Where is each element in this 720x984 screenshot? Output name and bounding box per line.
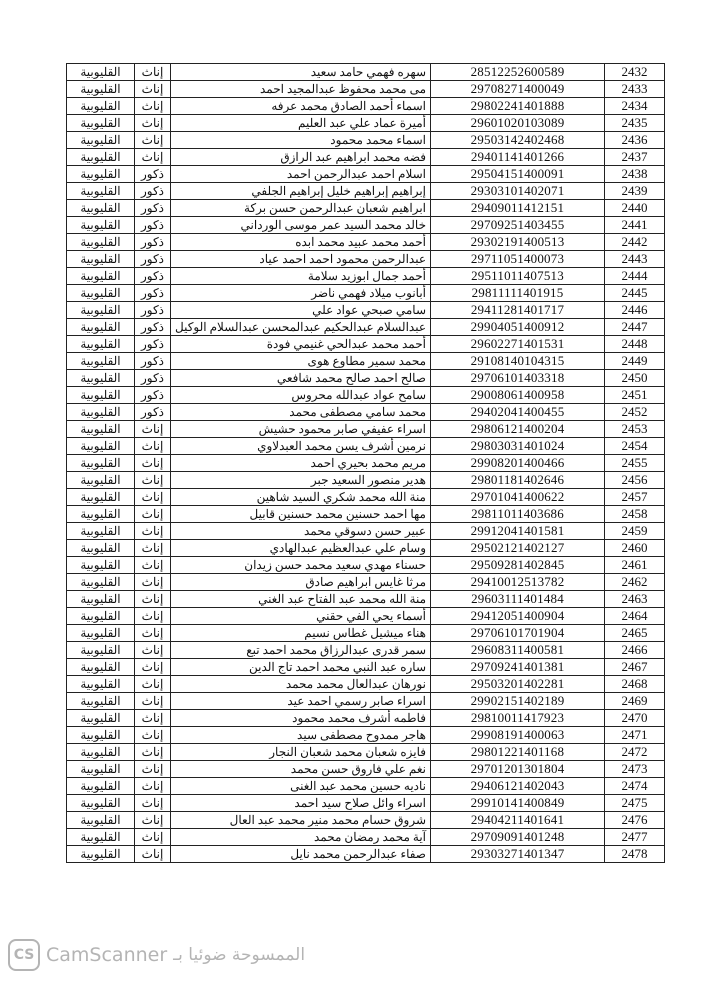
table-row [67, 761, 665, 778]
full-name-cell: عبير حسن دسوقي محمد [171, 523, 431, 540]
gender-cell: ذكور [135, 302, 171, 319]
full-name-cell: شروق حسام محمد منير محمد عبد العال [171, 812, 431, 829]
full-name-cell: وسام علي عبدالعظيم عبدالهادي [171, 540, 431, 557]
table-row [67, 795, 665, 812]
national-id-cell: 29603111401484 [431, 591, 605, 608]
national-id-cell: 29701201301804 [431, 761, 605, 778]
national-id-cell: 29303101402071 [431, 183, 605, 200]
governorate-cell: القليوبية [67, 506, 135, 523]
table-row [67, 285, 665, 302]
gender-cell: إناث [135, 132, 171, 149]
table-row [67, 523, 665, 540]
full-name-cell: صالح احمد صالح محمد شافعي [171, 370, 431, 387]
national-id-cell: 29709091401248 [431, 829, 605, 846]
full-name-cell: مرثا غايس ابراهيم صادق [171, 574, 431, 591]
serial-number-cell: 2475 [605, 795, 665, 812]
table-row [67, 166, 665, 183]
full-name-cell: فضه محمد ابراهيم عبد الرازق [171, 149, 431, 166]
gender-cell: إناث [135, 489, 171, 506]
full-name-cell: سامي صبحي عواد علي [171, 302, 431, 319]
gender-cell: إناث [135, 438, 171, 455]
serial-number-cell: 2462 [605, 574, 665, 591]
governorate-cell: القليوبية [67, 591, 135, 608]
table-row [67, 506, 665, 523]
governorate-cell: القليوبية [67, 455, 135, 472]
gender-cell: إناث [135, 846, 171, 863]
serial-number-cell: 2457 [605, 489, 665, 506]
national-id-cell: 29502121402127 [431, 540, 605, 557]
national-id-cell: 29404211401641 [431, 812, 605, 829]
table-row [67, 132, 665, 149]
governorate-cell: القليوبية [67, 183, 135, 200]
gender-cell: ذكور [135, 251, 171, 268]
governorate-cell: القليوبية [67, 608, 135, 625]
serial-number-cell: 2453 [605, 421, 665, 438]
gender-cell: ذكور [135, 183, 171, 200]
full-name-cell: ساره عبد النبي محمد احمد تاج الدين [171, 659, 431, 676]
table-row [67, 608, 665, 625]
full-name-cell: إبراهيم إبراهيم خليل إبراهيم الجلفي [171, 183, 431, 200]
governorate-cell: القليوبية [67, 795, 135, 812]
table-row [67, 387, 665, 404]
serial-number-cell: 2472 [605, 744, 665, 761]
national-id-cell: 29904051400912 [431, 319, 605, 336]
national-id-cell: 29806121400204 [431, 421, 605, 438]
serial-number-cell: 2438 [605, 166, 665, 183]
serial-number-cell: 2464 [605, 608, 665, 625]
table-row [67, 778, 665, 795]
governorate-cell: القليوبية [67, 846, 135, 863]
serial-number-cell: 2455 [605, 455, 665, 472]
governorate-cell: القليوبية [67, 115, 135, 132]
national-id-cell: 29802241401888 [431, 98, 605, 115]
serial-number-cell: 2434 [605, 98, 665, 115]
gender-cell: إناث [135, 727, 171, 744]
serial-number-cell: 2466 [605, 642, 665, 659]
national-id-cell: 29503142402468 [431, 132, 605, 149]
governorate-cell: القليوبية [67, 98, 135, 115]
serial-number-cell: 2469 [605, 693, 665, 710]
serial-number-cell: 2468 [605, 676, 665, 693]
full-name-cell: فايزه شعبان محمد شعبان النجار [171, 744, 431, 761]
governorate-cell: القليوبية [67, 829, 135, 846]
serial-number-cell: 2444 [605, 268, 665, 285]
serial-number-cell: 2463 [605, 591, 665, 608]
camscanner-watermark [8, 938, 368, 972]
serial-number-cell: 2470 [605, 710, 665, 727]
full-name-cell: نورهان عبدالعال محمد محمد [171, 676, 431, 693]
full-name-cell: فاطمه أشرف محمد محمود [171, 710, 431, 727]
full-name-cell: أحمد محمد عبيد محمد ابده [171, 234, 431, 251]
full-name-cell: محمد سمير مطاوع هوى [171, 353, 431, 370]
table-row [67, 64, 665, 81]
full-name-cell: سامح عواد عبدالله محروس [171, 387, 431, 404]
table-row [67, 676, 665, 693]
governorate-cell: القليوبية [67, 472, 135, 489]
national-id-cell: 29108140104315 [431, 353, 605, 370]
national-id-cell: 29801181402646 [431, 472, 605, 489]
full-name-cell: عبدالسلام عبدالحكيم عبدالمحسن عبدالسلام الوكيل [171, 319, 431, 336]
gender-cell: إناث [135, 421, 171, 438]
national-id-cell: 29410012513782 [431, 574, 605, 591]
serial-number-cell: 2446 [605, 302, 665, 319]
national-id-cell: 29706101403318 [431, 370, 605, 387]
national-id-cell: 29709251403455 [431, 217, 605, 234]
full-name-cell: اسماء محمد محمود [171, 132, 431, 149]
full-name-cell: ابراهيم شعبان عبدالرحمن حسن بركة [171, 200, 431, 217]
gender-cell: ذكور [135, 234, 171, 251]
watermark-text: الممسوحة ضوئيا بـ [173, 945, 306, 965]
gender-cell: ذكور [135, 166, 171, 183]
table-row [67, 319, 665, 336]
gender-cell: ذكور [135, 200, 171, 217]
gender-cell: إناث [135, 506, 171, 523]
national-id-cell: 29801221401168 [431, 744, 605, 761]
serial-number-cell: 2442 [605, 234, 665, 251]
table-row [67, 642, 665, 659]
governorate-cell: القليوبية [67, 710, 135, 727]
serial-number-cell: 2476 [605, 812, 665, 829]
serial-number-cell: 2450 [605, 370, 665, 387]
gender-cell: ذكور [135, 268, 171, 285]
serial-number-cell: 2436 [605, 132, 665, 149]
governorate-cell: القليوبية [67, 234, 135, 251]
gender-cell: إناث [135, 693, 171, 710]
gender-cell: إناث [135, 557, 171, 574]
governorate-cell: القليوبية [67, 132, 135, 149]
gender-cell: ذكور [135, 353, 171, 370]
serial-number-cell: 2458 [605, 506, 665, 523]
full-name-cell: مى محمد محفوظ عبدالمجيد احمد [171, 81, 431, 98]
full-name-cell: مها احمد حسنين محمد حسنين قابيل [171, 506, 431, 523]
table-row [67, 370, 665, 387]
governorate-cell: القليوبية [67, 387, 135, 404]
governorate-cell: القليوبية [67, 676, 135, 693]
serial-number-cell: 2473 [605, 761, 665, 778]
full-name-cell: عبدالرحمن محمود احمد احمد عياد [171, 251, 431, 268]
gender-cell: إناث [135, 761, 171, 778]
governorate-cell: القليوبية [67, 727, 135, 744]
gender-cell: إناث [135, 523, 171, 540]
serial-number-cell: 2441 [605, 217, 665, 234]
table-row [67, 744, 665, 761]
full-name-cell: حسناء مهدي سعيد محمد حسن زيدان [171, 557, 431, 574]
governorate-cell: القليوبية [67, 336, 135, 353]
gender-cell: إناث [135, 98, 171, 115]
governorate-cell: القليوبية [67, 761, 135, 778]
table-row [67, 710, 665, 727]
table-row [67, 625, 665, 642]
governorate-cell: القليوبية [67, 268, 135, 285]
governorate-cell: القليوبية [67, 217, 135, 234]
gender-cell: إناث [135, 829, 171, 846]
serial-number-cell: 2461 [605, 557, 665, 574]
serial-number-cell: 2440 [605, 200, 665, 217]
table-row [67, 336, 665, 353]
gender-cell: إناث [135, 591, 171, 608]
governorate-cell: القليوبية [67, 404, 135, 421]
national-id-cell: 29701041400622 [431, 489, 605, 506]
full-name-cell: نرمين أشرف يسن محمد العبدلاوي [171, 438, 431, 455]
full-name-cell: ناديه حسين محمد عبد الغنى [171, 778, 431, 795]
full-name-cell: اسلام احمد عبدالرحمن احمد [171, 166, 431, 183]
full-name-cell: اسراء عفيفي صابر محمود حشيش [171, 421, 431, 438]
full-name-cell: مريم محمد بحيري احمد [171, 455, 431, 472]
gender-cell: إناث [135, 81, 171, 98]
table-row [67, 183, 665, 200]
full-name-cell: اسماء أحمد الصادق محمد عرفه [171, 98, 431, 115]
national-id-cell: 29412051400904 [431, 608, 605, 625]
governorate-cell: القليوبية [67, 370, 135, 387]
national-id-cell: 29902151402189 [431, 693, 605, 710]
full-name-cell: صفاء عبدالرحمن محمد نايل [171, 846, 431, 863]
governorate-cell: القليوبية [67, 353, 135, 370]
governorate-cell: القليوبية [67, 778, 135, 795]
records-table [66, 63, 665, 863]
full-name-cell: منة الله محمد عبد الفتاح عبد الغني [171, 591, 431, 608]
gender-cell: إناث [135, 659, 171, 676]
table-row [67, 98, 665, 115]
national-id-cell: 29409011412151 [431, 200, 605, 217]
table-row [67, 81, 665, 98]
table-row [67, 404, 665, 421]
national-id-cell: 29302191400513 [431, 234, 605, 251]
governorate-cell: القليوبية [67, 557, 135, 574]
table-row [67, 251, 665, 268]
gender-cell: إناث [135, 744, 171, 761]
serial-number-cell: 2445 [605, 285, 665, 302]
table-row [67, 268, 665, 285]
national-id-cell: 29601020103089 [431, 115, 605, 132]
table-row [67, 421, 665, 438]
records-table-body [67, 64, 665, 863]
governorate-cell: القليوبية [67, 285, 135, 302]
national-id-cell: 29811011403686 [431, 506, 605, 523]
gender-cell: ذكور [135, 336, 171, 353]
serial-number-cell: 2437 [605, 149, 665, 166]
governorate-cell: القليوبية [67, 625, 135, 642]
governorate-cell: القليوبية [67, 812, 135, 829]
full-name-cell: هناء ميشيل غطاس نسيم [171, 625, 431, 642]
full-name-cell: خالد محمد السيد عمر موسى الورداني [171, 217, 431, 234]
national-id-cell: 29803031401024 [431, 438, 605, 455]
gender-cell: إناث [135, 676, 171, 693]
table-row [67, 846, 665, 863]
table-row [67, 234, 665, 251]
serial-number-cell: 2460 [605, 540, 665, 557]
table-row [67, 540, 665, 557]
national-id-cell: 29303271401347 [431, 846, 605, 863]
gender-cell: ذكور [135, 319, 171, 336]
table-row [67, 438, 665, 455]
national-id-cell: 29908201400466 [431, 455, 605, 472]
national-id-cell: 29509281402845 [431, 557, 605, 574]
governorate-cell: القليوبية [67, 251, 135, 268]
full-name-cell: أسماء يحي الفي حقني [171, 608, 431, 625]
serial-number-cell: 2477 [605, 829, 665, 846]
serial-number-cell: 2449 [605, 353, 665, 370]
serial-number-cell: 2432 [605, 64, 665, 81]
gender-cell: ذكور [135, 387, 171, 404]
governorate-cell: القليوبية [67, 64, 135, 81]
governorate-cell: القليوبية [67, 319, 135, 336]
national-id-cell: 29406121402043 [431, 778, 605, 795]
national-id-cell: 29608311400581 [431, 642, 605, 659]
table-row [67, 727, 665, 744]
governorate-cell: القليوبية [67, 574, 135, 591]
gender-cell: إناث [135, 710, 171, 727]
serial-number-cell: 2474 [605, 778, 665, 795]
table-row [67, 302, 665, 319]
national-id-cell: 29504151400091 [431, 166, 605, 183]
national-id-cell: 29602271401531 [431, 336, 605, 353]
table-row [67, 659, 665, 676]
watermark-brand: CamScanner [46, 944, 168, 966]
serial-number-cell: 2478 [605, 846, 665, 863]
governorate-cell: القليوبية [67, 166, 135, 183]
serial-number-cell: 2435 [605, 115, 665, 132]
national-id-cell: 29706101701904 [431, 625, 605, 642]
serial-number-cell: 2443 [605, 251, 665, 268]
table-row [67, 557, 665, 574]
gender-cell: إناث [135, 625, 171, 642]
table-row [67, 149, 665, 166]
gender-cell: إناث [135, 472, 171, 489]
gender-cell: إناث [135, 64, 171, 81]
table-row [67, 812, 665, 829]
table-row [67, 455, 665, 472]
national-id-cell: 29709241401381 [431, 659, 605, 676]
serial-number-cell: 2452 [605, 404, 665, 421]
governorate-cell: القليوبية [67, 421, 135, 438]
serial-number-cell: 2459 [605, 523, 665, 540]
governorate-cell: القليوبية [67, 489, 135, 506]
full-name-cell: اسراء وائل صلاح سيد احمد [171, 795, 431, 812]
governorate-cell: القليوبية [67, 149, 135, 166]
full-name-cell: محمد سامي مصطفى محمد [171, 404, 431, 421]
governorate-cell: القليوبية [67, 693, 135, 710]
governorate-cell: القليوبية [67, 659, 135, 676]
full-name-cell: أحمد محمد عبدالحي غنيمي فودة [171, 336, 431, 353]
governorate-cell: القليوبية [67, 81, 135, 98]
national-id-cell: 29910141400849 [431, 795, 605, 812]
governorate-cell: القليوبية [67, 744, 135, 761]
serial-number-cell: 2439 [605, 183, 665, 200]
gender-cell: ذكور [135, 370, 171, 387]
gender-cell: ذكور [135, 285, 171, 302]
governorate-cell: القليوبية [67, 200, 135, 217]
full-name-cell: منة الله محمد شكري السيد شاهين [171, 489, 431, 506]
full-name-cell: أبانوب ميلاد فهمي ناضر [171, 285, 431, 302]
national-id-cell: 29511011407513 [431, 268, 605, 285]
table-row [67, 353, 665, 370]
table-row [67, 574, 665, 591]
gender-cell: إناث [135, 540, 171, 557]
table-row [67, 591, 665, 608]
camscanner-logo-icon: CS [8, 939, 40, 971]
national-id-cell: 29912041401581 [431, 523, 605, 540]
national-id-cell: 29401141401266 [431, 149, 605, 166]
serial-number-cell: 2456 [605, 472, 665, 489]
full-name-cell: نغم علي فاروق حسن محمد [171, 761, 431, 778]
serial-number-cell: 2467 [605, 659, 665, 676]
gender-cell: إناث [135, 812, 171, 829]
gender-cell: إناث [135, 608, 171, 625]
table-row [67, 472, 665, 489]
national-id-cell: 29711051400073 [431, 251, 605, 268]
table-row [67, 693, 665, 710]
serial-number-cell: 2451 [605, 387, 665, 404]
gender-cell: إناث [135, 778, 171, 795]
gender-cell: ذكور [135, 217, 171, 234]
serial-number-cell: 2471 [605, 727, 665, 744]
serial-number-cell: 2448 [605, 336, 665, 353]
table-row [67, 829, 665, 846]
national-id-cell: 29008061400958 [431, 387, 605, 404]
gender-cell: إناث [135, 574, 171, 591]
national-id-cell: 29811111401915 [431, 285, 605, 302]
governorate-cell: القليوبية [67, 302, 135, 319]
national-id-cell: 29411281401717 [431, 302, 605, 319]
full-name-cell: أميرة عماد علي عبد العليم [171, 115, 431, 132]
national-id-cell: 29810011417923 [431, 710, 605, 727]
national-id-cell: 29908191400063 [431, 727, 605, 744]
serial-number-cell: 2447 [605, 319, 665, 336]
full-name-cell: أحمد جمال ابوزيد سلامة [171, 268, 431, 285]
national-id-cell: 29708271400049 [431, 81, 605, 98]
full-name-cell: سهره فهمي حامد سعيد [171, 64, 431, 81]
gender-cell: إناث [135, 795, 171, 812]
gender-cell: إناث [135, 642, 171, 659]
gender-cell: إناث [135, 149, 171, 166]
governorate-cell: القليوبية [67, 438, 135, 455]
governorate-cell: القليوبية [67, 540, 135, 557]
table-row [67, 200, 665, 217]
national-id-cell: 29503201402281 [431, 676, 605, 693]
full-name-cell: آية محمد رمضان محمد [171, 829, 431, 846]
gender-cell: إناث [135, 455, 171, 472]
full-name-cell: سمر قدرى عبدالرزاق محمد احمد تبع [171, 642, 431, 659]
governorate-cell: القليوبية [67, 523, 135, 540]
national-id-cell: 28512252600589 [431, 64, 605, 81]
gender-cell: ذكور [135, 404, 171, 421]
table-row [67, 217, 665, 234]
governorate-cell: القليوبية [67, 642, 135, 659]
table-row [67, 115, 665, 132]
serial-number-cell: 2433 [605, 81, 665, 98]
full-name-cell: هاجر ممدوح مصطفى سيد [171, 727, 431, 744]
serial-number-cell: 2454 [605, 438, 665, 455]
gender-cell: إناث [135, 115, 171, 132]
serial-number-cell: 2465 [605, 625, 665, 642]
table-row [67, 489, 665, 506]
full-name-cell: اسراء صابر رسمي احمد عيد [171, 693, 431, 710]
full-name-cell: هدير منصور السعيد جبر [171, 472, 431, 489]
national-id-cell: 29402041400455 [431, 404, 605, 421]
